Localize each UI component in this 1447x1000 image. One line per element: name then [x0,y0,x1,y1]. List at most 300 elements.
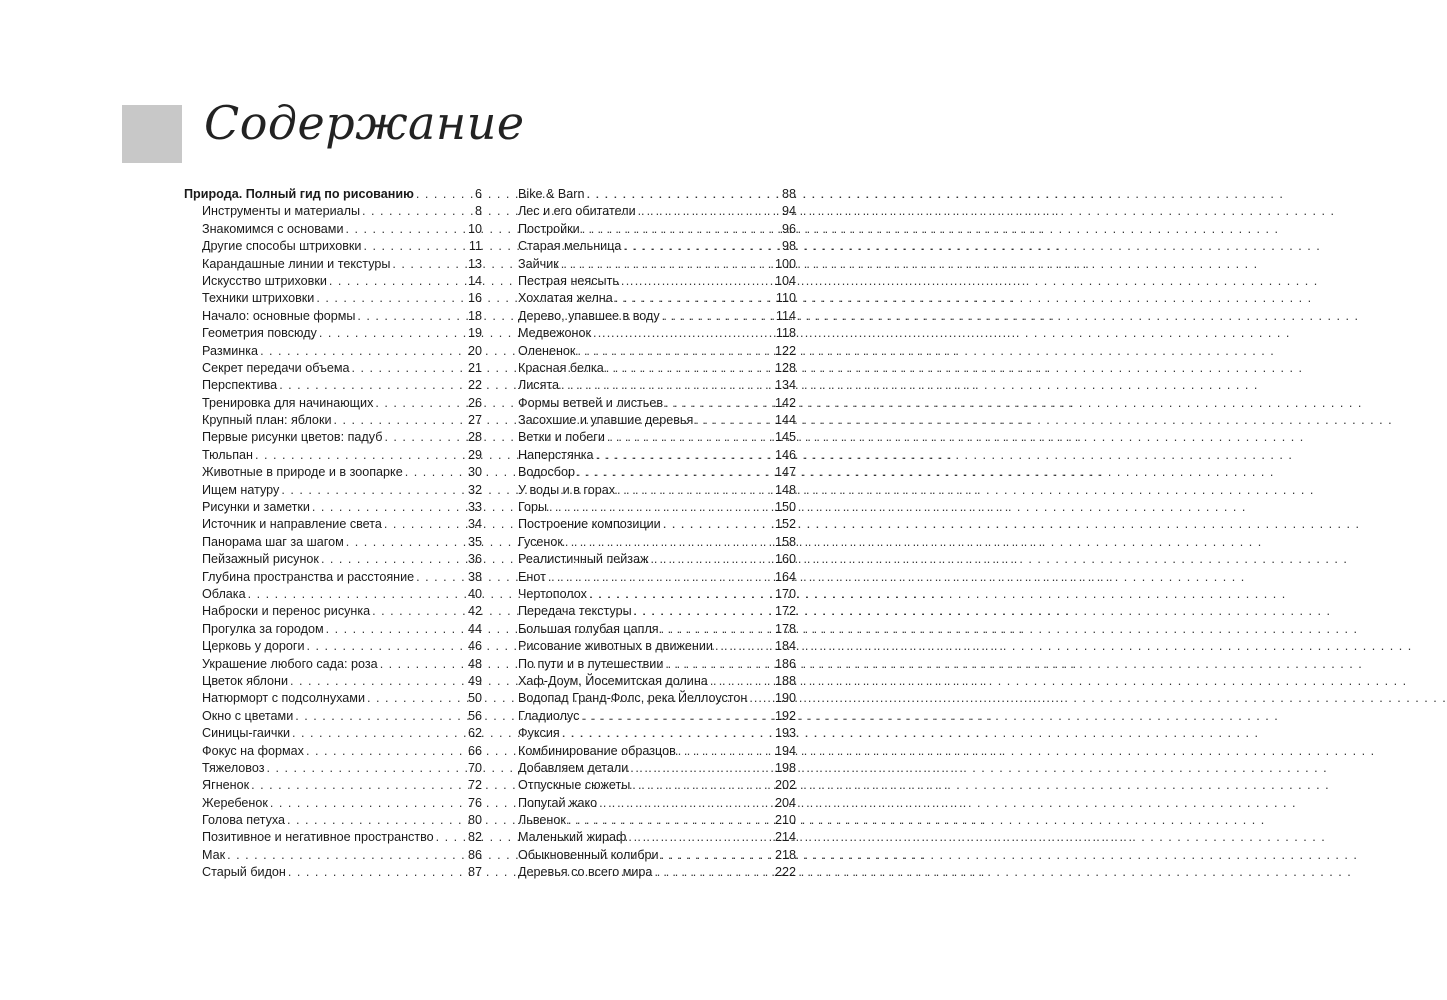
dot-leader [549,499,773,516]
dot-leader [715,638,773,655]
toc-entry[interactable] [184,725,482,742]
dot-leader [663,516,773,533]
toc-entry-page: 170 [774,586,796,601]
toc-entry[interactable] [518,690,796,707]
toc-entry-title: Зайчик [518,256,559,271]
toc-entry[interactable] [518,621,796,638]
dot-leader [651,551,773,568]
toc-entry[interactable] [518,464,796,481]
dot-leader [593,325,774,342]
toc-entry-title: Церковь у дороги [202,639,305,654]
toc-entry[interactable] [518,534,796,551]
toc-entry-page: 82 [467,830,482,845]
toc-entry-page: 30 [467,465,482,480]
toc-entry-title: Природа. Полный гид по рисованию [184,187,414,201]
toc-entry[interactable] [184,238,482,255]
toc-entry-title: Наперстянка [518,447,594,462]
toc-entry[interactable] [518,743,796,760]
toc-entry-page: 178 [774,621,796,636]
toc-entry-page: 142 [774,395,796,410]
toc-entry-page: 202 [774,778,796,793]
toc-entry-title: Первые рисунки цветов: падуб [202,430,383,445]
toc-entry-page: 192 [774,708,796,723]
toc-entry-page: 56 [467,708,482,723]
dot-leader [367,690,466,707]
toc-entry-page: 198 [774,760,796,775]
toc-entry[interactable] [518,603,796,620]
toc-entry-page: 6 [474,187,482,201]
dot-leader [251,777,466,794]
toc-entry[interactable] [184,777,482,794]
dot-leader [267,760,466,777]
toc-entry[interactable] [518,377,796,394]
toc-entry-page: 16 [467,291,482,306]
dot-leader [562,725,773,742]
toc-entry[interactable] [518,795,796,812]
toc-entry-title: Засохшие и упавшие деревья [518,413,694,428]
toc-entry-page: 122 [774,343,796,358]
toc-entry-page: 104 [774,273,796,288]
toc-entry[interactable] [518,482,796,499]
toc-entry[interactable] [184,708,482,725]
toc-entry[interactable] [184,256,482,273]
toc-entry-title: Bike & Barn [518,187,585,201]
toc-entry[interactable] [518,256,796,273]
toc-entry[interactable] [518,395,796,412]
toc-entry-title: Олененок [518,343,576,358]
dot-leader [548,569,773,586]
dot-leader [661,847,773,864]
dot-leader [665,656,773,673]
toc-entry-title: Позитивное и негативное пространство [202,830,434,845]
toc-entry-page: 35 [467,534,482,549]
dot-leader [710,673,773,690]
dot-leader [295,708,466,725]
toc-right-column [518,186,796,882]
dot-leader [630,760,773,777]
toc-entry[interactable] [518,221,796,238]
toc-entry-page: 186 [774,656,796,671]
dot-leader [665,395,773,412]
toc-entry[interactable] [518,429,796,446]
dot-leader [346,221,466,238]
dot-leader [405,464,466,481]
dot-leader [565,534,773,551]
toc-entry-page: 193 [774,726,796,741]
dot-leader [392,256,466,273]
dot-leader [352,360,466,377]
toc-entry-page: 87 [467,865,482,880]
toc-entry[interactable] [184,203,482,220]
dot-leader [416,569,466,586]
toc-entry[interactable] [184,795,482,812]
toc-entry[interactable] [184,360,482,377]
toc-entry-page: 22 [467,378,482,393]
toc-entry-title: Тяжеловоз [202,760,265,775]
toc-entry[interactable] [184,325,482,342]
toc-entry-title: У воды и в горах [518,482,616,497]
toc-entry-title: Другие способы штриховки [202,239,362,254]
toc-entry-page: 33 [467,500,482,515]
toc-entry-page: 21 [467,360,482,375]
toc-entry[interactable] [518,656,796,673]
toc-entry-title: Рисунки и заметки [202,500,310,515]
toc-entry-page: 34 [467,517,482,532]
toc-entry[interactable] [518,343,796,360]
dot-leader [617,482,773,499]
dot-leader [587,186,780,203]
header-gray-block [122,105,182,163]
toc-entry[interactable] [184,829,482,846]
toc-entry-title: Ветки и побеги [518,430,605,445]
toc-entry-title: Знакомимся с основами [202,221,344,236]
toc-entry-title: Красная белка [518,360,604,375]
toc-entry[interactable] [518,308,796,325]
toc-entry-title: Медвежонок [518,326,592,341]
toc-entry[interactable] [518,360,796,377]
toc-entry-title: Окно с цветами [202,708,294,723]
toc-entry-page: 44 [467,621,482,636]
dot-leader [749,690,773,707]
toc-entry[interactable] [518,551,796,568]
toc-entry-title: Ищем натуру [202,482,280,497]
toc-entry[interactable] [184,482,482,499]
toc-entry-title: Большая голубая цапля [518,621,659,636]
toc-entry-page: 42 [467,604,482,619]
toc-entry[interactable] [518,290,796,307]
toc-entry-title: Комбинирование образцов [518,743,676,758]
toc-entry-title: Отпускные сюжеты [518,778,631,793]
toc-entry[interactable] [184,551,482,568]
toc-entry-page: 8 [474,204,482,219]
toc-entry[interactable] [184,221,482,238]
toc-entry-page: 72 [467,778,482,793]
toc-entry[interactable] [184,534,482,551]
toc-entry[interactable] [184,656,482,673]
toc-entry[interactable] [518,569,796,586]
toc-entry-title: Старая мельница [518,239,622,254]
toc-entry-title: Попугай жако [518,795,598,810]
toc-entry[interactable] [518,447,796,464]
toc-entry[interactable] [518,238,796,255]
dot-leader [606,360,773,377]
dot-leader [292,725,466,742]
toc-entry-title: Рисование животных в движении [518,639,713,654]
toc-entry-page: 96 [781,221,796,236]
toc-entry-page: 164 [774,569,796,584]
toc-entry[interactable] [184,673,482,690]
toc-entry-title: Обыкновенный колибри [518,847,659,862]
toc-entry-page: 10 [467,221,482,236]
dot-leader [380,656,466,673]
toc-entry-title: Львенок [518,813,566,828]
toc-entry[interactable] [518,725,796,742]
toc-entry[interactable] [518,638,796,655]
toc-entry-page: 148 [774,482,796,497]
toc-entry[interactable] [518,499,796,516]
toc-entry-page: 76 [467,795,482,810]
toc-entry[interactable] [184,343,482,360]
dot-leader [346,534,466,551]
toc-entry[interactable] [184,447,482,464]
toc-entry[interactable] [184,638,482,655]
toc-entry[interactable] [518,812,796,829]
toc-entry-title: Цветок яблони [202,673,289,688]
toc-entry[interactable] [518,203,796,220]
toc-entry-page: 152 [774,517,796,532]
toc-entry-title: Украшение любого сада: роза [202,656,378,671]
dot-leader [596,447,773,464]
toc-entry-page: 66 [467,743,482,758]
toc-entry-title: Искусство штриховки [202,273,327,288]
toc-entry[interactable] [184,690,482,707]
toc-entry[interactable] [184,586,482,603]
dot-leader [319,325,466,342]
toc-entry-page: 145 [774,430,796,445]
toc-entry-title: Построение композиции [518,517,661,532]
toc-entry[interactable] [518,586,796,603]
toc-entry[interactable] [184,395,482,412]
toc-entry-page: 190 [774,691,796,706]
dot-leader [628,829,773,846]
toc-entry-title: Прогулка за городом [202,621,324,636]
dot-leader [695,412,773,429]
dot-leader [634,603,773,620]
toc-entry-page: 146 [774,447,796,462]
toc-entry-title: Постройки [518,221,580,236]
dot-leader [615,290,774,307]
toc-entry[interactable] [184,412,482,429]
dot-leader [577,464,773,481]
toc-entry-title: Формы ветвей и листьев [518,395,664,410]
toc-entry-title: Карандашные линии и текстуры [202,256,391,271]
toc-entry-page: 29 [467,447,482,462]
toc-entry[interactable] [184,864,482,881]
toc-entry-title: Инструменты и материалы [202,204,361,219]
dot-leader [255,447,466,464]
dot-leader [375,395,466,412]
toc-entry[interactable] [518,777,796,794]
toc-entry-page: 48 [467,656,482,671]
toc-entry-page: 62 [467,726,482,741]
dot-leader [384,429,466,446]
toc-entry-title: Тренировка для начинающих [202,395,374,410]
toc-entry-title: Начало: основные формы [202,308,356,323]
toc-entry[interactable] [184,464,482,481]
toc-entry-title: Пестрая неясыть [518,273,619,288]
toc-entry[interactable] [184,308,482,325]
toc-entry-page: 88 [781,187,796,201]
toc-entry-title: Енот [518,569,546,584]
dot-leader [287,812,466,829]
dot-leader [416,186,473,203]
toc-entry-title: Глубина пространства и расстояние [202,569,415,584]
dot-leader [662,308,774,325]
dot-leader [321,551,466,568]
toc-entry-page: 50 [467,691,482,706]
toc-entry-title: Передача текстуры [518,604,632,619]
toc-entry-title: Водопад Гранд-Фолс, река Йеллоустон [518,691,748,706]
toc-entry-title: Маленький жираф [518,830,627,845]
dot-leader [561,377,773,394]
toc-entry-page: 110 [775,291,796,306]
toc-entry-page: 32 [467,482,482,497]
toc-entry[interactable] [518,673,796,690]
toc-entry[interactable] [184,377,482,394]
toc-entry-page: 86 [467,847,482,862]
toc-entry[interactable] [184,516,482,533]
dot-leader [248,586,466,603]
dot-leader [568,812,773,829]
toc-entry[interactable] [184,499,482,516]
toc-entry-page: 158 [774,534,796,549]
toc-entry-title: По пути и в путешествии [518,656,664,671]
toc-entry[interactable] [184,569,482,586]
dot-leader [623,238,780,255]
dot-leader [581,708,773,725]
toc-entry[interactable] [518,708,796,725]
toc-entry-title: Горы [518,500,548,515]
toc-entry-page: 49 [467,673,482,688]
dot-leader [260,343,466,360]
toc-entry-page: 36 [467,552,482,567]
dot-leader [306,743,466,760]
toc-entry[interactable] [184,760,482,777]
toc-entry-title: Крупный план: яблоки [202,413,332,428]
dot-leader [638,203,780,220]
toc-entry-title: Облака [202,586,246,601]
toc-entry[interactable] [184,847,482,864]
dot-leader [329,273,466,290]
toc-entry-title: Пейзажный рисунок [202,552,319,567]
toc-entry-title: Голова петуха [202,813,286,828]
toc-entry-page: 150 [774,500,796,515]
toc-entry-page: 19 [467,326,482,341]
toc-entry-title: Ягненок [202,778,250,793]
toc-entry-page: 134 [774,378,796,393]
toc-entry-page: 188 [774,673,796,688]
dot-leader [621,273,773,290]
dot-leader [384,516,466,533]
toc-entry-page: 114 [775,308,796,323]
toc-entry[interactable] [518,760,796,777]
toc-entry[interactable] [518,273,796,290]
dot-leader [279,377,466,394]
dot-leader [307,638,466,655]
toc-entry-title: Разминка [202,343,259,358]
page-title: Содержание [204,96,525,150]
toc-entry-title: Чертополох [518,586,587,601]
toc-entry[interactable] [518,325,796,342]
toc-left-column [184,186,482,882]
toc-entry-title: Источник и направление света [202,517,382,532]
dot-leader [362,203,473,220]
toc-entry-title: Старый бидон [202,865,286,880]
toc-entry[interactable] [518,829,796,846]
toc-entry-page: 144 [774,413,796,428]
dot-leader [334,412,466,429]
dot-leader [654,864,773,881]
toc-entry[interactable] [184,429,482,446]
dot-leader [599,795,773,812]
toc-entry[interactable] [184,603,482,620]
toc-entry-page: 28 [467,430,482,445]
toc-entry-page: 18 [467,308,482,323]
toc-entry-page: 218 [774,847,796,862]
toc-entry-title: Наброски и перенос рисунка [202,604,371,619]
toc-entry-page: 184 [774,639,796,654]
toc-entry[interactable] [518,864,796,881]
toc-entry-title: Гусенок [518,534,563,549]
toc-entry-page: 98 [781,239,796,254]
toc-entry-title: Лисята [518,378,560,393]
dot-leader [582,221,780,238]
toc-entry-title: Водосбор [518,465,575,480]
dot-leader [316,290,466,307]
toc-entry-title: Фокус на формах [202,743,304,758]
dot-leader [312,499,466,516]
toc-entry-title: Хаф-Доум, Йосемитская долина [518,673,708,688]
toc-entry-page: 100 [774,256,796,271]
toc-entry[interactable] [518,412,796,429]
dot-leader [288,864,466,881]
toc-entry[interactable] [184,290,482,307]
dot-leader [326,621,466,638]
toc-entry-title: Хохлатая желна [518,291,613,306]
toc-entry-page: 172 [774,604,796,619]
toc-entry-page: 14 [467,273,482,288]
dot-leader [436,829,466,846]
toc-entry-page: 128 [774,360,796,375]
toc-entry[interactable] [184,743,482,760]
toc-entry-page: 194 [774,743,796,758]
toc-entry-title: Жеребенок [202,795,268,810]
dot-leader [678,743,773,760]
toc-entry[interactable] [184,812,482,829]
toc-entry-title: Животные в природе и в зоопарке [202,465,403,480]
toc-entry-title: Геометрия повсюду [202,326,317,341]
toc-entry-page: 222 [774,865,796,880]
toc-entry-page: 94 [781,204,796,219]
toc-entry[interactable] [518,847,796,864]
toc-entry-title: Дерево, упавшее в воду [518,308,660,323]
toc-entry-page: 27 [467,413,482,428]
dot-leader [363,238,466,255]
toc-entry[interactable] [184,621,482,638]
toc-entry-page: 118 [775,326,796,341]
toc-entry[interactable] [184,273,482,290]
toc-entry-page: 11 [468,239,482,254]
dot-leader [577,343,773,360]
dot-leader [372,603,466,620]
toc-entry[interactable] [518,516,796,533]
toc-entry-page: 210 [774,813,796,828]
dot-leader [607,429,773,446]
toc-entry-page: 26 [467,395,482,410]
toc-entry-page: 204 [774,795,796,810]
toc-entry-page: 40 [467,586,482,601]
toc-entry-title: Натюрморт с подсолнухами [202,691,366,706]
toc-entry-title: Реалистичный пейзаж [518,552,649,567]
toc-entry-title: Синицы-гаички [202,726,291,741]
toc-entry-page: 46 [467,639,482,654]
toc-entry-page: 214 [774,830,796,845]
toc-entry-title: Перспектива [202,378,278,393]
toc-entry[interactable] [518,186,796,203]
dot-leader [632,777,773,794]
dot-leader [661,621,773,638]
toc-entry[interactable] [184,186,482,203]
